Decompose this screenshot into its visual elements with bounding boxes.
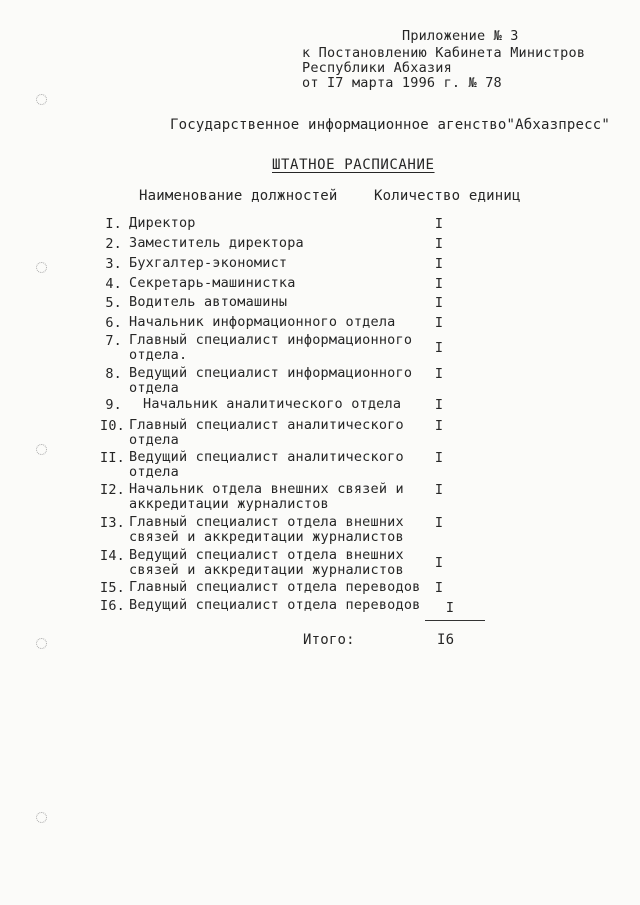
- position-name: отдела.: [129, 347, 188, 363]
- row-number: I4.: [100, 548, 125, 564]
- row-number: 6.: [105, 315, 122, 331]
- row-number: 4.: [105, 276, 122, 292]
- position-name: Главный специалист аналитического: [129, 417, 404, 433]
- position-quantity: I: [434, 276, 444, 292]
- punch-mark: [36, 444, 47, 455]
- position-quantity: I: [434, 216, 444, 232]
- row-number: 2.: [105, 236, 122, 252]
- column-header-name: Наименование должностей: [139, 188, 338, 204]
- row-number: I3.: [100, 515, 125, 531]
- appendix-line: Республики Абхазия: [302, 60, 452, 76]
- position-name: Начальник отдела внешних связей и: [129, 481, 404, 497]
- row-number: I6.: [100, 598, 125, 614]
- position-name: Ведущий специалист отдела внешних: [129, 547, 404, 563]
- punch-mark: [36, 94, 47, 105]
- position-name: Главный специалист информационного: [129, 332, 413, 348]
- position-quantity: I: [434, 482, 444, 498]
- position-name: связей и аккредитации журналистов: [129, 529, 404, 545]
- position-name: аккредитации журналистов: [129, 496, 329, 512]
- position-name: Секретарь-машинистка: [129, 275, 296, 291]
- position-name: отдела: [129, 432, 179, 448]
- position-quantity: I: [434, 315, 444, 331]
- position-quantity: I: [434, 256, 444, 272]
- row-number: II.: [100, 450, 125, 466]
- position-quantity: I: [434, 295, 444, 311]
- position-name: отдела: [129, 380, 179, 396]
- position-name: Главный специалист отдела внешних: [129, 514, 404, 530]
- row-number: 8.: [105, 366, 122, 382]
- position-quantity: I: [434, 418, 444, 434]
- position-name: Начальник информационного отдела: [129, 314, 396, 330]
- position-name: связей и аккредитации журналистов: [129, 562, 404, 578]
- total-value: I6: [437, 632, 455, 648]
- position-name: Ведущий специалист аналитического: [129, 449, 404, 465]
- position-name: Главный специалист отдела переводов: [129, 579, 421, 595]
- document-title: ШТАТНОЕ РАСПИСАНИЕ: [272, 157, 435, 173]
- position-quantity: I: [434, 340, 444, 356]
- row-number: 9.: [105, 397, 122, 413]
- appendix-line: от I7 марта 1996 г. № 78: [302, 75, 502, 91]
- column-header-quantity: Количество единиц: [374, 188, 521, 204]
- total-label: Итого:: [303, 632, 355, 648]
- position-quantity: I: [434, 580, 444, 596]
- punch-mark: [36, 262, 47, 273]
- row-number: I.: [105, 216, 122, 232]
- row-number: I0.: [100, 418, 125, 434]
- row-number: I5.: [100, 580, 125, 596]
- position-quantity: I: [434, 366, 444, 382]
- position-quantity: I: [434, 236, 444, 252]
- position-name: Начальник аналитического отдела: [143, 396, 402, 412]
- row-number: 5.: [105, 295, 122, 311]
- position-quantity: I: [434, 555, 444, 571]
- agency-name: Государственное информационное агенство"Абхазпресс": [170, 117, 611, 133]
- position-name: Ведущий специалист отдела переводов: [129, 597, 421, 613]
- position-name: Водитель автомашины: [129, 294, 288, 310]
- punch-mark: [36, 638, 47, 649]
- punch-mark: [36, 812, 47, 823]
- total-rule: [425, 620, 485, 621]
- row-number: 7.: [105, 333, 122, 349]
- appendix-line: к Постановлению Кабинета Министров: [302, 45, 586, 61]
- position-name: Бухгалтер-экономист: [129, 255, 288, 271]
- position-name: Заместитель директора: [129, 235, 304, 251]
- position-quantity: I: [434, 515, 444, 531]
- position-quantity: I: [434, 450, 444, 466]
- appendix-title: Приложение № 3: [402, 28, 519, 44]
- row-number: I2.: [100, 482, 125, 498]
- position-name: Ведущий специалист информационного: [129, 365, 413, 381]
- position-quantity: I: [445, 600, 455, 616]
- position-name: Директор: [129, 215, 196, 231]
- row-number: 3.: [105, 256, 122, 272]
- position-name: отдела: [129, 464, 179, 480]
- position-quantity: I: [434, 397, 444, 413]
